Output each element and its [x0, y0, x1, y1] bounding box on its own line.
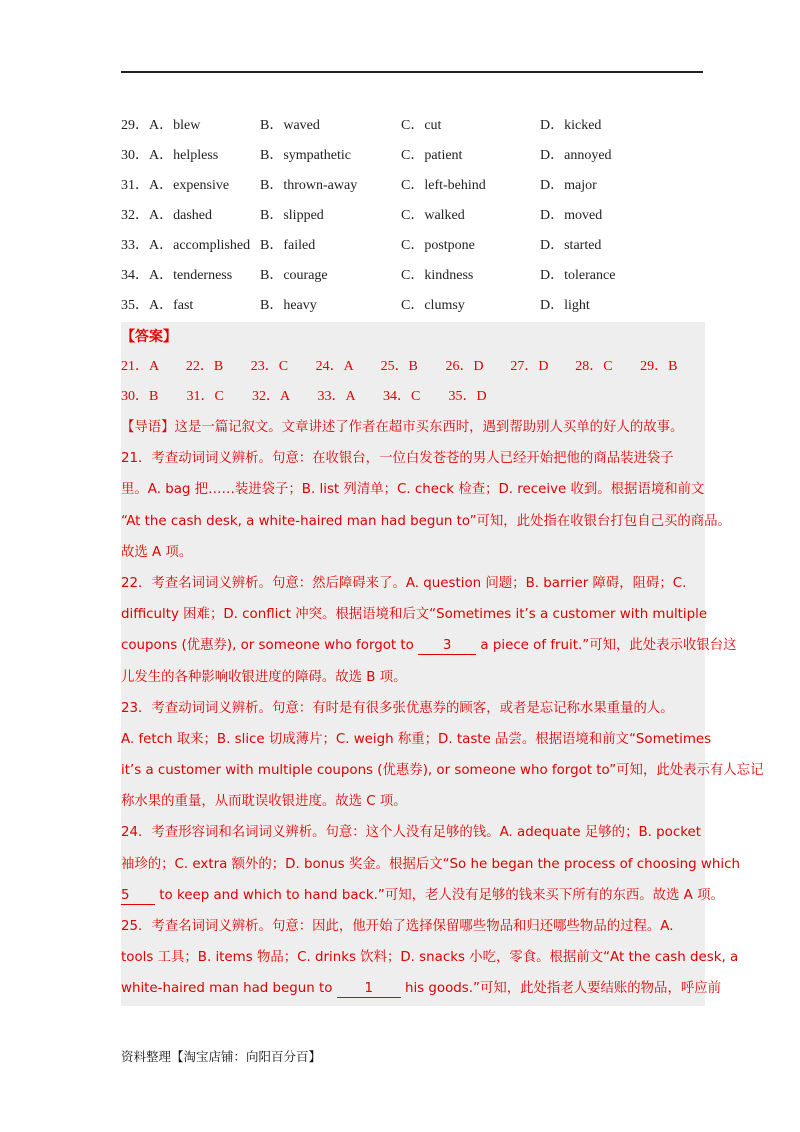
explanation-24-text: to keep and which to hand back.”可知，老人没有足够的钱来买下所有的东西。故选 A 项。 [155, 887, 724, 903]
option-d: D．light [540, 298, 590, 313]
option-b: B．thrown-away [260, 178, 358, 193]
explanation-22-text: coupons (优惠券), or someone who forgot to [121, 638, 419, 654]
answer-item: 22．B [185, 359, 224, 374]
blank-1: 1 [337, 981, 401, 998]
option-d: D．started [540, 238, 602, 253]
blank-5: 5 [121, 888, 155, 905]
explanation-25-text: his goods.”可知，此处指老人要结账的物品，呼应前 [400, 981, 722, 997]
option-c: C．postpone [401, 238, 475, 253]
option-row [121, 262, 703, 292]
option-a: 35．A．fast [121, 298, 194, 313]
option-a: 32．A．dashed [121, 208, 212, 223]
explanation-22 [121, 630, 737, 661]
guide-text: 【导语】这是一篇记叙文。文章讲述了作者在超市买东西时，遇到帮助别人买单的好人的故事。 [121, 420, 684, 435]
option-b: B．courage [260, 268, 328, 283]
explanation-24 [121, 880, 724, 911]
explanation-25-text: white-haired man had begun to [121, 981, 337, 997]
footer-text: 资料整理【淘宝店铺：向阳百分百】 [121, 1049, 322, 1064]
explanation-24: 24．考查形容词和名词词义辨析。句意：这个人没有足够的钱。A. adequate 足够的；B. pocket [121, 825, 701, 841]
option-c: C．left-behind [401, 178, 486, 193]
answer-item: 27．D [510, 359, 549, 374]
answer-item: 28．C [575, 359, 613, 374]
option-b: B．sympathetic [260, 148, 351, 163]
option-a: 33．A．accomplished [121, 238, 251, 253]
answer-title: 【答案】 [121, 329, 177, 345]
answer-item: 29．B [640, 359, 678, 374]
option-b: B．waved [260, 118, 320, 133]
explanation-22-text: a piece of fruit.”可知，此处表示收银台这 [476, 638, 737, 654]
option-c: C．cut [401, 118, 442, 133]
answer-row [121, 382, 705, 412]
option-row [121, 232, 703, 262]
option-c: C．kindness [401, 268, 474, 283]
explanation-25: 25．考查名词词义辨析。句意：因此，他开始了选择保留哪些物品和归还哪些物品的过程。A. [121, 919, 674, 934]
header-rule [121, 71, 703, 73]
option-b: B．failed [260, 238, 316, 253]
answer-item: 21．A [121, 359, 160, 374]
answer-item: 25．B [380, 359, 418, 374]
answer-item: 30．B [121, 389, 159, 404]
explanation-23: 23．考查动词词义辨析。句意：有时是有很多张优惠券的顾客，或者是忘记称水果重量的人。 [121, 700, 674, 716]
explanation-21: 故选 A 项。 [121, 544, 193, 560]
option-row [121, 202, 703, 232]
explanation-21: “At the cash desk, a white-haired man had begun to”可知，此处指在收银台打包自己买的商品。 [121, 513, 731, 529]
explanation-25 [121, 973, 722, 1004]
explanation-23: A. fetch 取来；B. slice 切成薄片；C. weigh 称重；D. taste 品尝。根据语境和前文“Sometimes [121, 731, 712, 747]
blank-3: 3 [418, 638, 476, 655]
explanation-22: 22．考查名词词义辨析。句意：然后障碍来了。A. question 问题；B. barrier 障碍，阻碍；C. [121, 575, 687, 591]
answer-item: 23．C [250, 359, 289, 374]
explanation-25: tools 工具；B. items 物品；C. drinks 饮料；D. snacks 小吃，零食。根据前文“At the cash desk, a [121, 950, 739, 966]
option-b: B．heavy [260, 298, 317, 313]
option-d: D．tolerance [540, 268, 616, 283]
answer-block [121, 322, 705, 412]
explanation-24: 袖珍的；C. extra 额外的；D. bonus 奖金。根据后文“So he began the process of choosing which [121, 856, 740, 872]
answer-item: 24．A [315, 359, 354, 374]
answer-row [121, 352, 705, 382]
explanation-23: 称水果的重量，从而耽误收银进度。故选 C 项。 [121, 794, 407, 810]
option-row [121, 292, 703, 322]
explanation-21: 里。A. bag 把……装进袋子；B. list 列清单；C. check 检查；D. receive 收到。根据语境和前文 [121, 482, 705, 498]
answer-item: 32．A [252, 389, 291, 404]
option-b: B．slipped [260, 208, 324, 223]
answer-item: 34．C [383, 389, 421, 404]
option-a: 30．A．helpless [121, 148, 219, 163]
explanation-23: it’s a customer with multiple coupons (优惠券), or someone who forgot to”可知，此处表示有人忘记 [121, 763, 764, 779]
options-table [121, 112, 703, 322]
option-row [121, 142, 703, 172]
option-d: D．major [540, 178, 597, 193]
option-d: D．kicked [540, 118, 602, 133]
answer-item: 35．D [448, 389, 487, 404]
option-c: C．clumsy [401, 298, 465, 313]
option-d: D．moved [540, 208, 603, 223]
answer-item: 31．C [186, 389, 224, 404]
explanation-22: difficulty 困难；D. conflict 冲突。根据语境和后文“Sometimes it’s a customer with multiple [121, 607, 708, 623]
explanation-21: 21．考查动词词义辨析。句意：在收银台，一位白发苍苍的男人已经开始把他的商品装进袋子 [121, 451, 674, 467]
option-d: D．annoyed [540, 148, 612, 163]
answer-item: 26．D [445, 359, 484, 374]
option-c: C．patient [401, 148, 463, 163]
option-a: 34．A．tenderness [121, 268, 233, 283]
explanation-22: 儿发生的各种影响收银进度的障碍。故选 B 项。 [121, 669, 407, 685]
answer-item: 33．A [317, 389, 356, 404]
option-row [121, 112, 703, 142]
option-a: 29．A．blew [121, 118, 201, 133]
option-a: 31．A．expensive [121, 178, 230, 193]
option-row [121, 172, 703, 202]
explanation-block [121, 412, 764, 1005]
option-c: C．walked [401, 208, 465, 223]
